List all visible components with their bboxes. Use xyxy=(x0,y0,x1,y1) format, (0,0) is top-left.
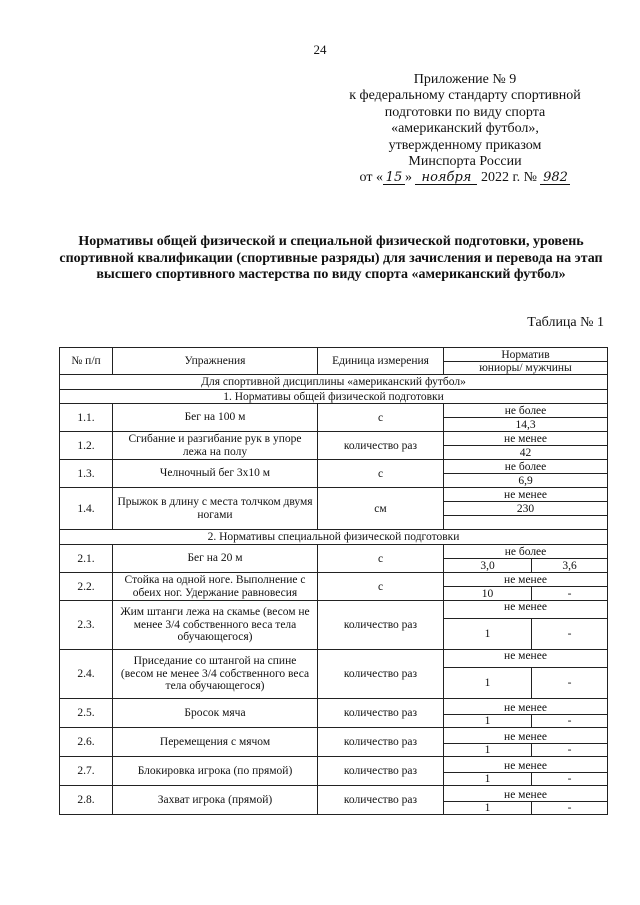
row-exercise: Челночный бег 3x10 м xyxy=(113,460,318,488)
document-title: Нормативы общей физической и специальной физической подготовки, уровень спортивной квалификации (спортивные разряды) для зачисления и перевода на этап высшего спортивного мастерства по виду спорта «американский футбол» xyxy=(59,234,603,282)
row-exercise: Приседание со штангой на спине (весом не менее 3/4 собственного веса тела обучающегося) xyxy=(113,650,318,699)
row-num: 2.7. xyxy=(60,757,113,786)
row-exercise: Сгибание и разгибание рук в упоре лежа на полу xyxy=(113,432,318,460)
header-norm-sub: юниоры/ мужчины xyxy=(444,362,608,375)
table-row xyxy=(60,699,608,715)
table-row xyxy=(60,488,608,502)
row-unit: см xyxy=(318,488,444,530)
appendix-line: подготовки по виду спорта xyxy=(384,104,546,120)
handwritten-order-number: 982 xyxy=(540,171,570,185)
row-unit: с xyxy=(318,404,444,432)
row-condition: не более xyxy=(444,404,608,418)
row-unit: с xyxy=(318,460,444,488)
row-value-juniors: 10 xyxy=(444,587,532,601)
appendix-line: Минспорта России xyxy=(408,154,522,170)
row-unit: с xyxy=(318,545,444,573)
row-value: 14,3 xyxy=(444,418,608,432)
appendix-line: утвержденному приказом xyxy=(388,137,542,153)
row-value-juniors: 1 xyxy=(444,773,532,786)
section-1-title: 1. Нормативы общей физической подготовки xyxy=(60,390,608,404)
row-num: 1.3. xyxy=(60,460,113,488)
row-condition: не менее xyxy=(444,573,608,587)
row-value-juniors: 1 xyxy=(444,802,532,815)
row-num: 2.2. xyxy=(60,573,113,601)
row-unit: количество раз xyxy=(318,786,444,815)
appendix-line: к федеральному стандарту спортивной xyxy=(349,88,581,104)
appendix-line: «американский футбол», xyxy=(391,121,539,137)
row-num: 2.6. xyxy=(60,728,113,757)
header-num: № п/п xyxy=(60,348,113,375)
table-row xyxy=(60,432,608,446)
date-prefix: от « xyxy=(359,170,383,186)
row-value-juniors: 1 xyxy=(444,668,532,699)
table-row xyxy=(60,757,608,773)
appendix-line: Приложение № 9 xyxy=(413,72,517,87)
row-condition: не менее xyxy=(444,786,608,802)
row-unit: количество раз xyxy=(318,650,444,699)
row-value-men: - xyxy=(532,668,608,699)
row-value-men: - xyxy=(532,619,608,650)
section-row xyxy=(60,390,608,404)
row-value-juniors: 1 xyxy=(444,744,532,757)
table-label: Таблица № 1 xyxy=(527,315,604,330)
row-exercise: Стойка на одной ноге. Выполнение с обеих ног. Удержание равновесия xyxy=(113,573,318,601)
table-row xyxy=(60,728,608,744)
row-unit: с xyxy=(318,573,444,601)
row-value-men: - xyxy=(532,715,608,728)
header-exercise: Упражнения xyxy=(113,348,318,375)
row-value-men: - xyxy=(532,773,608,786)
row-value-juniors: 1 xyxy=(444,619,532,650)
row-condition: не менее xyxy=(444,728,608,744)
row-unit: количество раз xyxy=(318,728,444,757)
row-exercise: Прыжок в длину с места толчком двумя ногами xyxy=(113,488,318,530)
row-condition: не менее xyxy=(444,650,608,668)
appendix-block xyxy=(330,72,600,187)
discipline-label: Для спортивной дисциплины «американский футбол» xyxy=(60,375,608,390)
table-row xyxy=(60,573,608,587)
row-num: 2.1. xyxy=(60,545,113,573)
row-num: 2.5. xyxy=(60,699,113,728)
row-exercise: Бросок мяча xyxy=(113,699,318,728)
row-unit: количество раз xyxy=(318,757,444,786)
row-exercise: Бег на 100 м xyxy=(113,404,318,432)
row-num: 1.4. xyxy=(60,488,113,530)
table-row xyxy=(60,404,608,418)
row-value: 42 xyxy=(444,446,608,460)
row-condition: не более xyxy=(444,460,608,474)
header-unit: Единица измерения xyxy=(318,348,444,375)
order-date-line xyxy=(330,170,600,186)
date-mid: » xyxy=(404,170,412,186)
row-num: 2.4. xyxy=(60,650,113,699)
section-row xyxy=(60,530,608,545)
norms-table xyxy=(59,347,608,815)
row-num: 1.2. xyxy=(60,432,113,460)
page-number: 24 xyxy=(313,42,327,57)
row-exercise: Захват игрока (прямой) xyxy=(113,786,318,815)
row-exercise: Блокировка игрока (по прямой) xyxy=(113,757,318,786)
date-year: 2022 г. № xyxy=(480,170,537,186)
row-empty-cell xyxy=(444,516,608,530)
row-value-men: 3,6 xyxy=(532,559,608,573)
table-row xyxy=(60,460,608,474)
row-value-men: - xyxy=(532,744,608,757)
row-exercise: Жим штанги лежа на скамье (весом не менее 3/4 собственного веса тела обучающегося) xyxy=(113,601,318,650)
handwritten-day: 15 xyxy=(383,171,405,185)
row-condition: не менее xyxy=(444,432,608,446)
row-condition: не менее xyxy=(444,699,608,715)
section-2-title: 2. Нормативы специальной физической подготовки xyxy=(60,530,608,545)
row-num: 2.8. xyxy=(60,786,113,815)
table-row xyxy=(60,545,608,559)
row-unit: количество раз xyxy=(318,432,444,460)
row-value-juniors: 1 xyxy=(444,715,532,728)
row-exercise: Бег на 20 м xyxy=(113,545,318,573)
discipline-row xyxy=(60,375,608,390)
row-unit: количество раз xyxy=(318,601,444,650)
row-value: 230 xyxy=(444,502,608,516)
table-row xyxy=(60,601,608,619)
header-norm: Норматив xyxy=(444,348,608,362)
handwritten-month: ноября xyxy=(415,171,477,185)
row-condition: не менее xyxy=(444,488,608,502)
row-value-men: - xyxy=(532,802,608,815)
row-num: 1.1. xyxy=(60,404,113,432)
header-row xyxy=(60,348,608,362)
row-unit: количество раз xyxy=(318,699,444,728)
row-value: 6,9 xyxy=(444,474,608,488)
table-row xyxy=(60,786,608,802)
table-row xyxy=(60,650,608,668)
row-value-juniors: 3,0 xyxy=(444,559,532,573)
row-condition: не более xyxy=(444,545,608,559)
row-condition: не менее xyxy=(444,757,608,773)
row-exercise: Перемещения с мячом xyxy=(113,728,318,757)
row-num: 2.3. xyxy=(60,601,113,650)
row-value-men: - xyxy=(532,587,608,601)
row-condition: не менее xyxy=(444,601,608,619)
